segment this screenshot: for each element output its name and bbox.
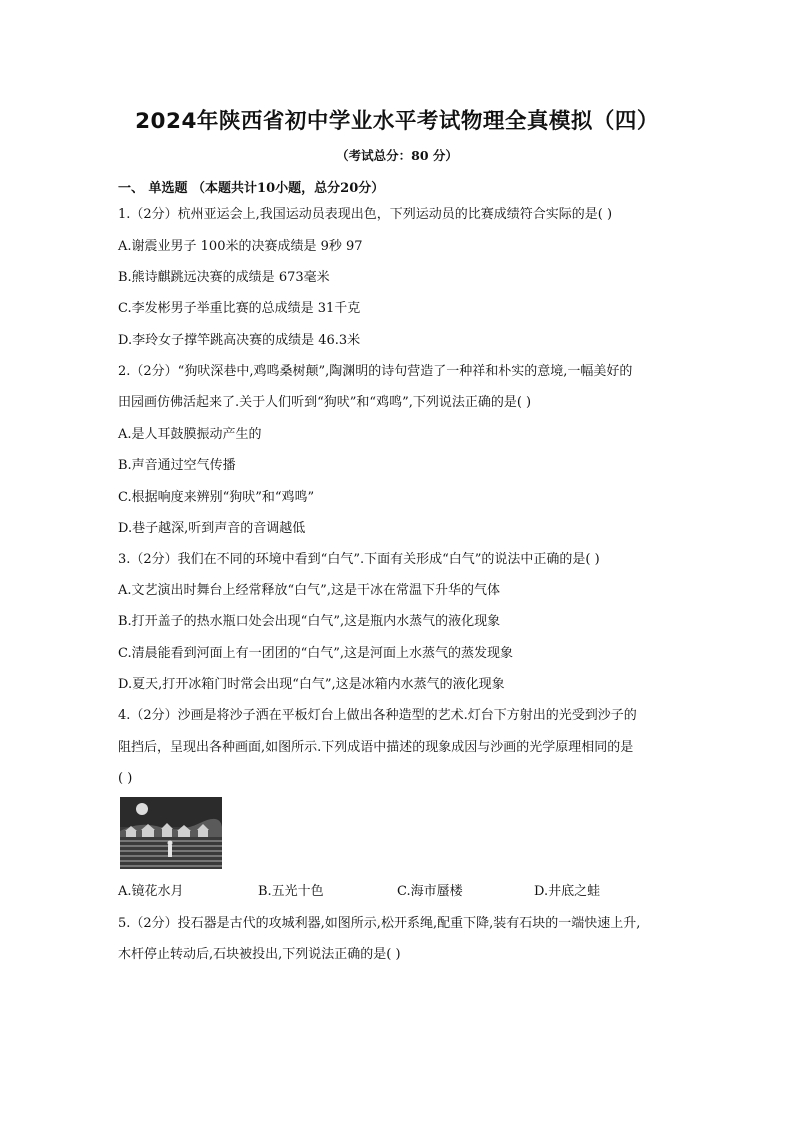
question-1-stem: 1.（2分）杭州亚运会上,我国运动员表现出色，下列运动员的比赛成绩符合实际的是( ) <box>118 207 613 222</box>
question-2-option-a: A.是人耳鼓膜振动产生的 <box>118 427 262 442</box>
question-4-option-b: B.五光十色 <box>258 884 324 899</box>
question-2-stem-line-1: 2.（2分）“狗吠深巷中,鸡鸣桑树颠”,陶渊明的诗句营造了一种祥和朴实的意境,一幅美好的 <box>118 364 633 379</box>
question-2-option-b: B.声音通过空气传播 <box>118 458 236 473</box>
question-4-option-d: D.井底之蛙 <box>534 884 601 899</box>
question-4-stem-line-1: 4.（2分）沙画是将沙子洒在平板灯台上做出各种造型的艺术.灯台下方射出的光受到沙子的 <box>118 708 637 723</box>
moon-shape <box>136 803 148 815</box>
question-4-stem-line-3: ( ) <box>118 771 133 786</box>
section-heading: 一、 单选题 （本题共计10小题，总分20分） <box>118 181 385 196</box>
question-2-option-c: C.根据响度来辨别“狗吠”和“鸡鸣” <box>118 490 315 505</box>
question-2-option-d: D.巷子越深,听到声音的音调越低 <box>118 521 306 536</box>
exam-total-score: （考试总分：80 分） <box>336 148 458 163</box>
sand-painting-figure <box>120 797 222 869</box>
question-2-stem-line-2: 田园画仿佛活起来了.关于人们听到“狗吠”和“鸡鸣”,下列说法正确的是( ) <box>118 395 532 410</box>
question-1-option-c: C.李发彬男子举重比赛的总成绩是 31千克 <box>118 301 361 316</box>
question-4-option-a: A.镜花水月 <box>118 884 184 899</box>
question-3-option-c: C.清晨能看到河面上有一团团的“白气”,这是河面上水蒸气的蒸发现象 <box>118 646 514 661</box>
question-3-option-a: A.文艺演出时舞台上经常释放“白气”,这是干冰在常温下升华的气体 <box>118 583 500 598</box>
question-4-option-c: C.海市蜃楼 <box>397 884 463 899</box>
question-5-stem-line-2: 木杆停止转动后,石块被投出,下列说法正确的是( ) <box>118 947 401 962</box>
question-5-stem-line-1: 5.（2分）投石器是古代的攻城利器,如图所示,松开系绳,配重下降,装有石块的一端快速上升, <box>118 916 641 931</box>
question-3-stem: 3.（2分）我们在不同的环境中看到“白气”.下面有关形成“白气”的说法中正确的是( ) <box>118 552 600 567</box>
question-3-option-b: B.打开盖子的热水瓶口处会出现“白气”,这是瓶内水蒸气的液化现象 <box>118 614 501 629</box>
question-1-option-b: B.熊诗麒跳远决赛的成绩是 673毫米 <box>118 270 330 285</box>
question-1-option-d: D.李玲女子撑竿跳高决赛的成绩是 46.3米 <box>118 333 361 348</box>
question-3-option-d: D.夏天,打开冰箱门时常会出现“白气”,这是冰箱内水蒸气的液化现象 <box>118 677 505 692</box>
exam-title: 2024年陕西省初中学业水平考试物理全真模拟（四） <box>135 109 659 134</box>
person-silhouette <box>168 841 173 858</box>
question-4-stem-line-2: 阻挡后，呈现出各种画面,如图所示.下列成语中描述的现象成因与沙画的光学原理相同的是 <box>118 740 634 755</box>
question-1-option-a: A.谢震业男子 100米的决赛成绩是 9秒 97 <box>118 239 363 254</box>
